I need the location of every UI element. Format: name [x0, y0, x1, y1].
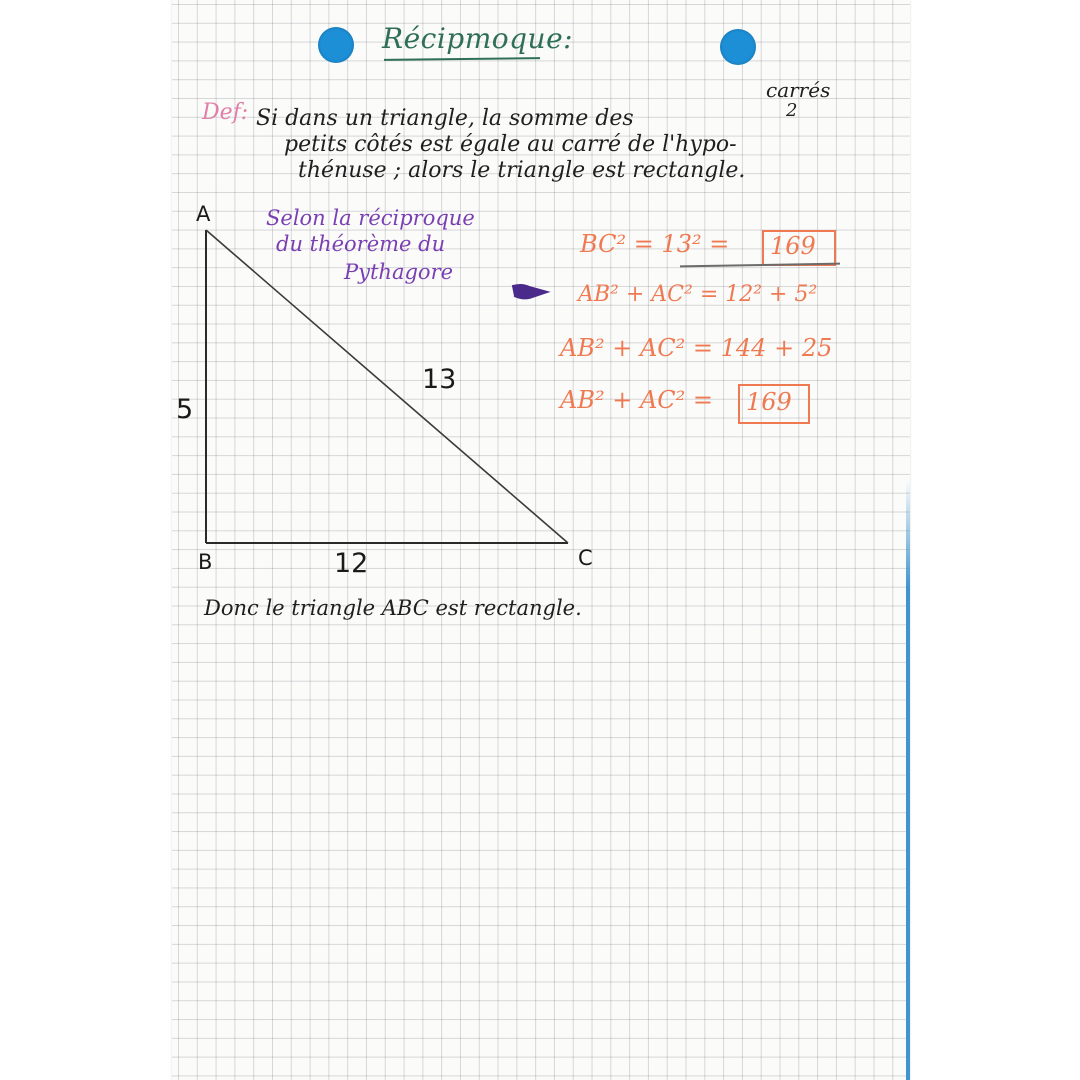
- definition-insert-mark: 2: [786, 100, 798, 121]
- vertex-b-label: B: [198, 550, 213, 574]
- conclusion-text: Donc le triangle ABC est rectangle.: [204, 596, 582, 620]
- definition-line-1: Si dans un triangle, la somme des: [256, 106, 634, 131]
- page-title: Récipmoque:: [382, 22, 574, 55]
- note-line-1: Selon la réciproque: [266, 206, 475, 230]
- calc-line-4: AB² + AC² =: [560, 386, 714, 414]
- calc-result-1: 169: [770, 232, 816, 260]
- note-line-3: Pythagore: [344, 260, 454, 284]
- side-ac-length: 13: [422, 364, 457, 395]
- definition-label: Def:: [202, 100, 249, 125]
- definition-line-2: petits côtés est égale au carré de l'hypo-: [284, 132, 737, 157]
- vertex-c-label: C: [578, 546, 593, 570]
- vertex-a-label: A: [196, 202, 211, 226]
- side-ab-length: 5: [176, 394, 194, 425]
- calc-line-1: BC² = 13² =: [580, 230, 730, 258]
- definition-insert-word: carrés: [766, 78, 831, 102]
- note-line-2: du théorème du: [276, 232, 446, 256]
- calc-result-2: 169: [746, 388, 792, 416]
- side-bc-length: 12: [334, 548, 369, 579]
- calc-line-3: AB² + AC² = 144 + 25: [560, 334, 833, 362]
- arrow-right-icon: [512, 285, 548, 299]
- definition-line-3: thénuse ; alors le triangle est rectangle.: [298, 158, 746, 183]
- calc-line-2: AB² + AC² = 12² + 5²: [578, 282, 818, 307]
